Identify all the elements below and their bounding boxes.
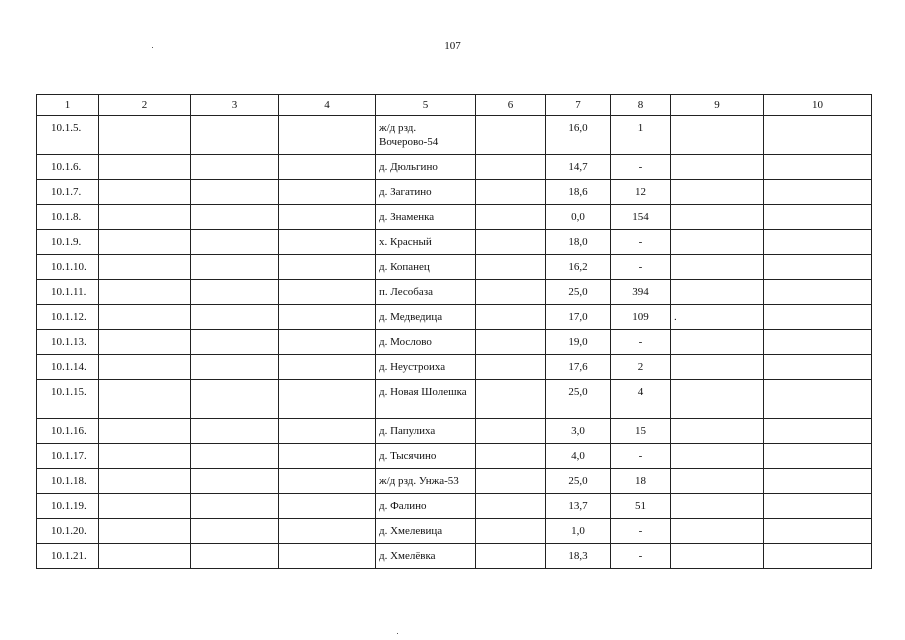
table-cell-col-1 [37,444,99,469]
cell-text: д. Новая Шолешка [379,386,467,398]
table-cell-col-10 [764,444,872,469]
table-cell-col-4 [279,305,376,330]
table-cell-col-1 [37,205,99,230]
table-cell-col-8 [611,280,671,305]
cell-text: 10.1.14. [51,361,87,373]
table-cell-col-7 [546,205,611,230]
cell-text: 18,3 [568,550,588,562]
table-cell-col-2 [99,230,191,255]
cell-text: 19,0 [568,336,588,348]
page-number: 107 [444,40,461,52]
table-cell-col-2 [99,305,191,330]
cell-text: ж/д рзд. Унжа-53 [379,475,459,487]
table-cell-col-8 [611,380,671,419]
cell-text: 4,0 [571,450,585,462]
table-cell-col-7 [546,469,611,494]
table-cell-col-9 [671,180,764,205]
table-cell-col-8 [611,155,671,180]
scan-speck [397,633,398,634]
table-cell-col-10 [764,419,872,444]
table-cell-col-5 [376,419,476,444]
table-cell-col-3 [191,280,279,305]
table-cell-col-5 [376,116,476,155]
table-cell-col-6 [476,355,546,380]
table-cell-col-5 [376,230,476,255]
cell-text: - [638,525,643,537]
table-cell-col-3 [191,205,279,230]
table-cell-col-10 [764,380,872,419]
table-cell-col-8 [611,205,671,230]
table-cell-col-8 [611,180,671,205]
cell-text: 10.1.5. [51,122,82,134]
table-cell-col-10 [764,494,872,519]
table-cell-col-1 [37,230,99,255]
table-cell-col-5 [376,380,476,419]
table-row [37,155,872,180]
cell-text: - [638,450,643,462]
table-cell-col-3 [191,230,279,255]
header-cell: 9 [671,95,764,116]
table-cell-col-7 [546,230,611,255]
cell-text: 1,0 [571,525,585,537]
table-cell-col-7 [546,380,611,419]
table-row [37,469,872,494]
table-cell-col-1 [37,544,99,569]
table-cell-col-2 [99,380,191,419]
cell-text: д. Тысячино [379,450,437,462]
table-cell-col-1 [37,380,99,419]
cell-text: 0,0 [571,211,585,223]
table-cell-col-2 [99,330,191,355]
table-cell-col-1 [37,155,99,180]
cell-text: - [638,336,643,348]
table-cell-col-5 [376,494,476,519]
cell-text: 2 [637,361,644,373]
table-cell-col-1 [37,280,99,305]
scan-speck [152,47,153,48]
table-cell-col-6 [476,380,546,419]
cell-text: 14,7 [568,161,588,173]
header-cell: 5 [376,95,476,116]
table-cell-col-3 [191,419,279,444]
table-row [37,205,872,230]
table-cell-col-9 [671,419,764,444]
header-cell: 10 [764,95,872,116]
table-cell-col-8 [611,255,671,280]
table-cell-col-4 [279,380,376,419]
cell-text: 18,6 [568,186,588,198]
table-cell-col-2 [99,280,191,305]
cell-text: . [674,311,677,323]
table-cell-col-4 [279,419,376,444]
cell-text: 10.1.16. [51,425,87,437]
header-cell: 6 [476,95,546,116]
cell-text: 12 [635,186,646,198]
table-cell-col-10 [764,330,872,355]
table-cell-col-7 [546,155,611,180]
table-cell-col-8 [611,519,671,544]
table-cell-col-4 [279,355,376,380]
table-cell-col-10 [764,255,872,280]
cell-text: д. Неустроиха [379,361,446,373]
table-row [37,544,872,569]
cell-text: 10.1.6. [51,161,82,173]
table-cell-col-6 [476,444,546,469]
table-cell-col-6 [476,519,546,544]
table-cell-col-6 [476,180,546,205]
table-row [37,355,872,380]
table-cell-col-5 [376,255,476,280]
table-cell-col-8 [611,419,671,444]
table-cell-col-6 [476,280,546,305]
table-cell-col-2 [99,180,191,205]
table-cell-col-1 [37,355,99,380]
table-cell-col-1 [37,494,99,519]
cell-text: 18 [635,475,646,487]
table-cell-col-10 [764,355,872,380]
table-cell-col-10 [764,155,872,180]
table-cell-col-6 [476,205,546,230]
header-cell: 7 [546,95,611,116]
table-cell-col-7 [546,280,611,305]
table-cell-col-3 [191,116,279,155]
cell-text: 10.1.12. [51,311,87,323]
cell-text: д. Хмелевица [379,525,443,537]
table-cell-col-9 [671,305,764,330]
table-row [37,380,872,419]
table-cell-col-4 [279,494,376,519]
cell-text: 10.1.9. [51,236,82,248]
table-cell-col-2 [99,494,191,519]
table-cell-col-1 [37,419,99,444]
table-cell-col-2 [99,116,191,155]
table-cell-col-2 [99,519,191,544]
cell-text: 10.1.19. [51,500,87,512]
cell-text: д. Дюльгино [379,161,438,173]
table-cell-col-7 [546,116,611,155]
table-cell-col-8 [611,305,671,330]
table-cell-col-2 [99,419,191,444]
table-cell-col-1 [37,469,99,494]
table-cell-col-6 [476,469,546,494]
cell-text: д. Фалино [379,500,427,512]
table-cell-col-6 [476,305,546,330]
cell-text: 10.1.7. [51,186,82,198]
table-cell-col-3 [191,330,279,355]
cell-text: 10.1.13. [51,336,87,348]
header-cell: 2 [99,95,191,116]
header-cell: 3 [191,95,279,116]
table-cell-col-8 [611,544,671,569]
table-cell-col-3 [191,355,279,380]
table-cell-col-7 [546,494,611,519]
table-cell-col-5 [376,280,476,305]
table-cell-col-1 [37,519,99,544]
header-cell: 1 [37,95,99,116]
cell-text: 394 [632,286,649,298]
table-row [37,305,872,330]
table-cell-col-6 [476,544,546,569]
cell-text: - [638,236,643,248]
table-row [37,180,872,205]
table-cell-col-1 [37,116,99,155]
cell-text: 10.1.18. [51,475,87,487]
cell-text: 15 [635,425,646,437]
cell-text: д. Мослово [379,336,432,348]
cell-text: 13,7 [568,500,588,512]
table-cell-col-10 [764,180,872,205]
cell-text: д. Копанец [379,261,430,273]
table-cell-col-8 [611,230,671,255]
cell-text: 10.1.15. [51,386,87,398]
table-cell-col-10 [764,116,872,155]
table-cell-col-1 [37,180,99,205]
table-cell-col-9 [671,469,764,494]
table-cell-col-2 [99,155,191,180]
table-cell-col-7 [546,255,611,280]
cell-text: 4 [637,386,644,398]
table-cell-col-4 [279,255,376,280]
table-cell-col-7 [546,305,611,330]
table-cell-col-7 [546,444,611,469]
cell-text: 10.1.11. [51,286,87,298]
table-cell-col-9 [671,544,764,569]
table-cell-col-5 [376,444,476,469]
table-cell-col-3 [191,544,279,569]
table-cell-col-4 [279,330,376,355]
table-cell-col-9 [671,116,764,155]
header-cell: 4 [279,95,376,116]
table-cell-col-10 [764,205,872,230]
table-cell-col-3 [191,180,279,205]
table-cell-col-3 [191,255,279,280]
cell-text: д. Загатино [379,186,432,198]
cell-text: 25,0 [568,475,588,487]
table-cell-col-3 [191,155,279,180]
table-cell-col-3 [191,519,279,544]
cell-text: 10.1.8. [51,211,82,223]
cell-text: 16,0 [568,122,588,134]
table-cell-col-6 [476,494,546,519]
cell-text: - [638,550,643,562]
table-cell-col-9 [671,280,764,305]
table-cell-col-8 [611,494,671,519]
table-cell-col-8 [611,330,671,355]
table-cell-col-9 [671,330,764,355]
cell-text: 1 [637,122,644,134]
table-cell-col-7 [546,355,611,380]
table-cell-col-10 [764,519,872,544]
table-cell-col-6 [476,116,546,155]
table-row [37,255,872,280]
cell-text: 3,0 [571,425,585,437]
table-cell-col-9 [671,444,764,469]
cell-text: - [638,261,643,273]
table-cell-col-4 [279,205,376,230]
cell-text: 154 [632,211,649,223]
table-cell-col-2 [99,205,191,230]
cell-text: ж/д рзд. Вочерово-54 [379,122,439,148]
table-cell-col-8 [611,444,671,469]
table-cell-col-9 [671,155,764,180]
table-cell-col-2 [99,469,191,494]
table-cell-col-4 [279,544,376,569]
cell-text: 17,6 [568,361,588,373]
table-cell-col-3 [191,380,279,419]
table-cell-col-3 [191,469,279,494]
table-cell-col-4 [279,280,376,305]
table-cell-col-4 [279,180,376,205]
table-cell-col-7 [546,519,611,544]
table-cell-col-4 [279,469,376,494]
table-cell-col-2 [99,444,191,469]
table-row [37,494,872,519]
table-cell-col-1 [37,255,99,280]
table-cell-col-6 [476,419,546,444]
table-cell-col-10 [764,469,872,494]
table-cell-col-7 [546,544,611,569]
table-cell-col-7 [546,180,611,205]
cell-text: х. Красный [379,236,432,248]
table-row [37,444,872,469]
table-cell-col-4 [279,230,376,255]
table-cell-col-8 [611,116,671,155]
table-cell-col-5 [376,355,476,380]
table-cell-col-5 [376,180,476,205]
table-row [37,230,872,255]
table-cell-col-7 [546,419,611,444]
table-cell-col-3 [191,494,279,519]
table-cell-col-10 [764,280,872,305]
cell-text: п. Лесобаза [379,286,434,298]
table-cell-col-5 [376,544,476,569]
table-cell-col-9 [671,380,764,419]
table-cell-col-7 [546,330,611,355]
table-row [37,419,872,444]
cell-text: 10.1.17. [51,450,87,462]
cell-text: 18,0 [568,236,588,248]
table-row [37,519,872,544]
header-cell: 8 [611,95,671,116]
cell-text: 25,0 [568,386,588,398]
table-cell-col-4 [279,116,376,155]
table-cell-col-5 [376,330,476,355]
table-cell-col-6 [476,230,546,255]
table-cell-col-9 [671,355,764,380]
table-cell-col-5 [376,469,476,494]
cell-text: - [638,161,643,173]
table-row [37,330,872,355]
table-cell-col-9 [671,519,764,544]
cell-text: 10.1.20. [51,525,87,537]
table-cell-col-4 [279,519,376,544]
table-cell-col-2 [99,355,191,380]
table-cell-col-10 [764,305,872,330]
header-row [37,95,872,116]
table-cell-col-6 [476,255,546,280]
table-cell-col-2 [99,544,191,569]
table-cell-col-9 [671,255,764,280]
table-cell-col-10 [764,544,872,569]
cell-text: 109 [632,311,649,323]
table-row [37,116,872,155]
cell-text: д. Медведица [379,311,443,323]
cell-text: д. Хмелёвка [379,550,436,562]
table-cell-col-9 [671,494,764,519]
table-cell-col-8 [611,355,671,380]
table-cell-col-5 [376,155,476,180]
table-cell-col-2 [99,255,191,280]
table-cell-col-3 [191,305,279,330]
table-cell-col-10 [764,230,872,255]
table-cell-col-9 [671,230,764,255]
table-cell-col-3 [191,444,279,469]
table-cell-col-6 [476,155,546,180]
table-cell-col-5 [376,205,476,230]
table-cell-col-4 [279,155,376,180]
table-cell-col-5 [376,305,476,330]
table-cell-col-9 [671,205,764,230]
cell-text: 16,2 [568,261,588,273]
cell-text: 25,0 [568,286,588,298]
cell-text: 51 [635,500,646,512]
data-table [36,94,872,569]
cell-text: д. Папулиха [379,425,436,437]
table-cell-col-8 [611,469,671,494]
table-row [37,280,872,305]
table-cell-col-1 [37,330,99,355]
cell-text: 17,0 [568,311,588,323]
table-cell-col-6 [476,330,546,355]
cell-text: д. Знаменка [379,211,435,223]
cell-text: 10.1.10. [51,261,87,273]
table-cell-col-5 [376,519,476,544]
table-cell-col-4 [279,444,376,469]
table-cell-col-1 [37,305,99,330]
cell-text: 10.1.21. [51,550,87,562]
